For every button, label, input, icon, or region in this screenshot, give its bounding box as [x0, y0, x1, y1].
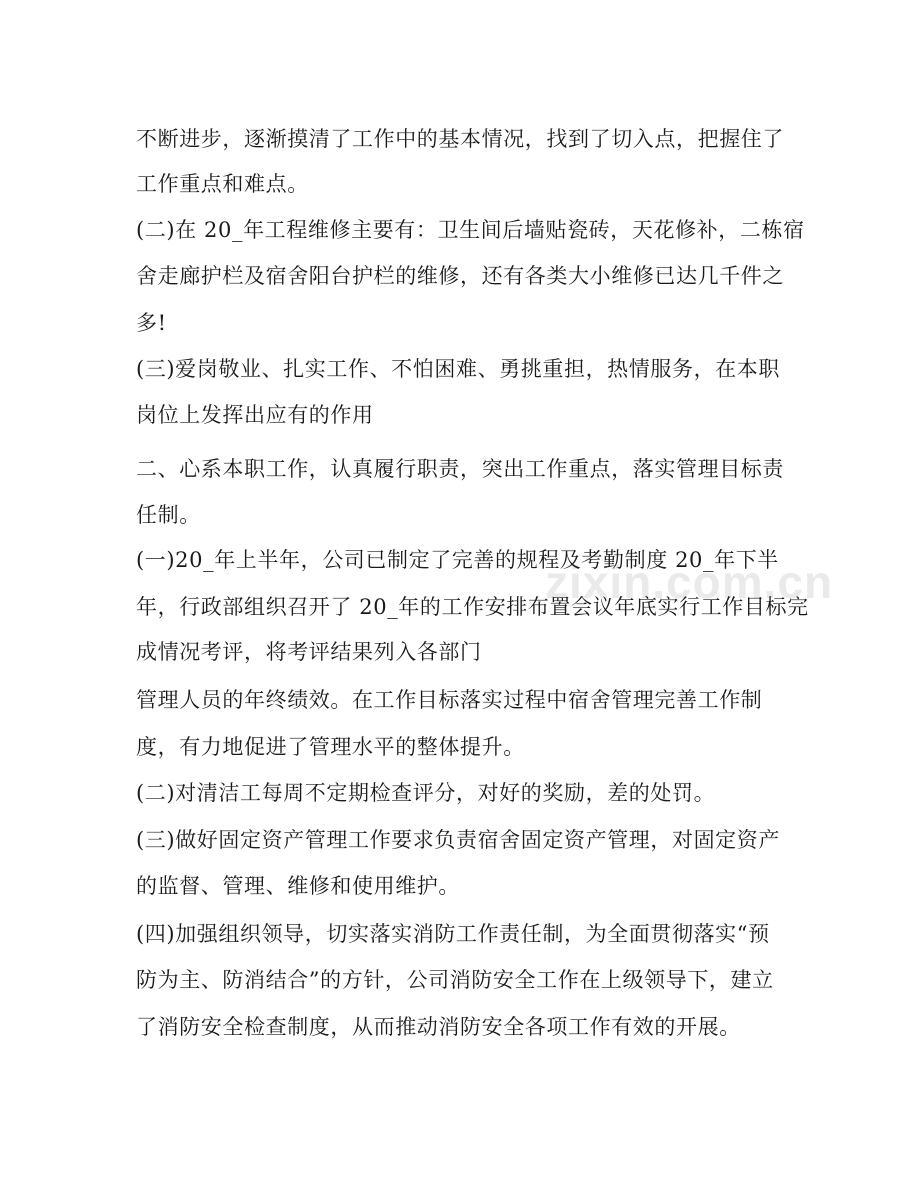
- text-line-8: 二、心系本职工作，认真履行职责，突出工作重点，落实管理目标责: [136, 457, 784, 481]
- text-line-12: 成情况考评，将考评结果列入各部门: [136, 640, 482, 664]
- text-line-4: 舍走廊护栏及宿舍阳台护栏的维修，还有各类大小维修已达几千件之: [136, 264, 784, 288]
- text-line-10: (一)20_年上半年，公司已制定了完善的规程及考勤制度 20_年下半: [136, 548, 779, 572]
- text-line-14: 度，有力地促进了管理水平的整体提升。: [136, 735, 525, 759]
- watermark: zixin.com.cn: [545, 556, 834, 608]
- text-line-6: (三)爱岗敬业、扎实工作、不怕困难、勇挑重担，热情服务，在本职: [136, 357, 780, 381]
- text-line-19: 防为主、防消结合”的方针，公司消防安全工作在上级领导下，建立: [136, 968, 774, 992]
- text-line-5: 多!: [136, 311, 167, 335]
- text-line-7: 岗位上发挥出应有的作用: [136, 403, 374, 427]
- text-line-13: 管理人员的年终绩效。在工作目标落实过程中宿舍管理完善工作制: [136, 688, 763, 712]
- text-line-15: (二)对清洁工每周不定期检查评分，对好的奖励，差的处罚。: [136, 781, 716, 805]
- text-line-2: 工作重点和难点。: [136, 172, 309, 196]
- text-line-17: 的监督、管理、维修和使用维护。: [136, 874, 460, 898]
- text-line-9: 任制。: [136, 503, 201, 527]
- text-line-3: (二)在 20_年工程维修主要有：卫生间后墙贴瓷砖，天花修补，二栋宿: [136, 218, 805, 242]
- text-line-18: (四)加强组织领导，切实落实消防工作责任制，为全面贯彻落实“预: [136, 922, 770, 946]
- text-line-16: (三)做好固定资产管理工作要求负责宿舍固定资产管理，对固定资产: [136, 828, 780, 852]
- text-line-1: 不断进步，逐渐摸清了工作中的基本情况，找到了切入点，把握住了: [136, 127, 784, 151]
- text-line-20: 了消防安全检查制度，从而推动消防安全各项工作有效的开展。: [136, 1015, 741, 1039]
- text-line-11: 年，行政部组织召开了 20_年的工作安排布置会议年底实行工作目标完: [136, 595, 809, 619]
